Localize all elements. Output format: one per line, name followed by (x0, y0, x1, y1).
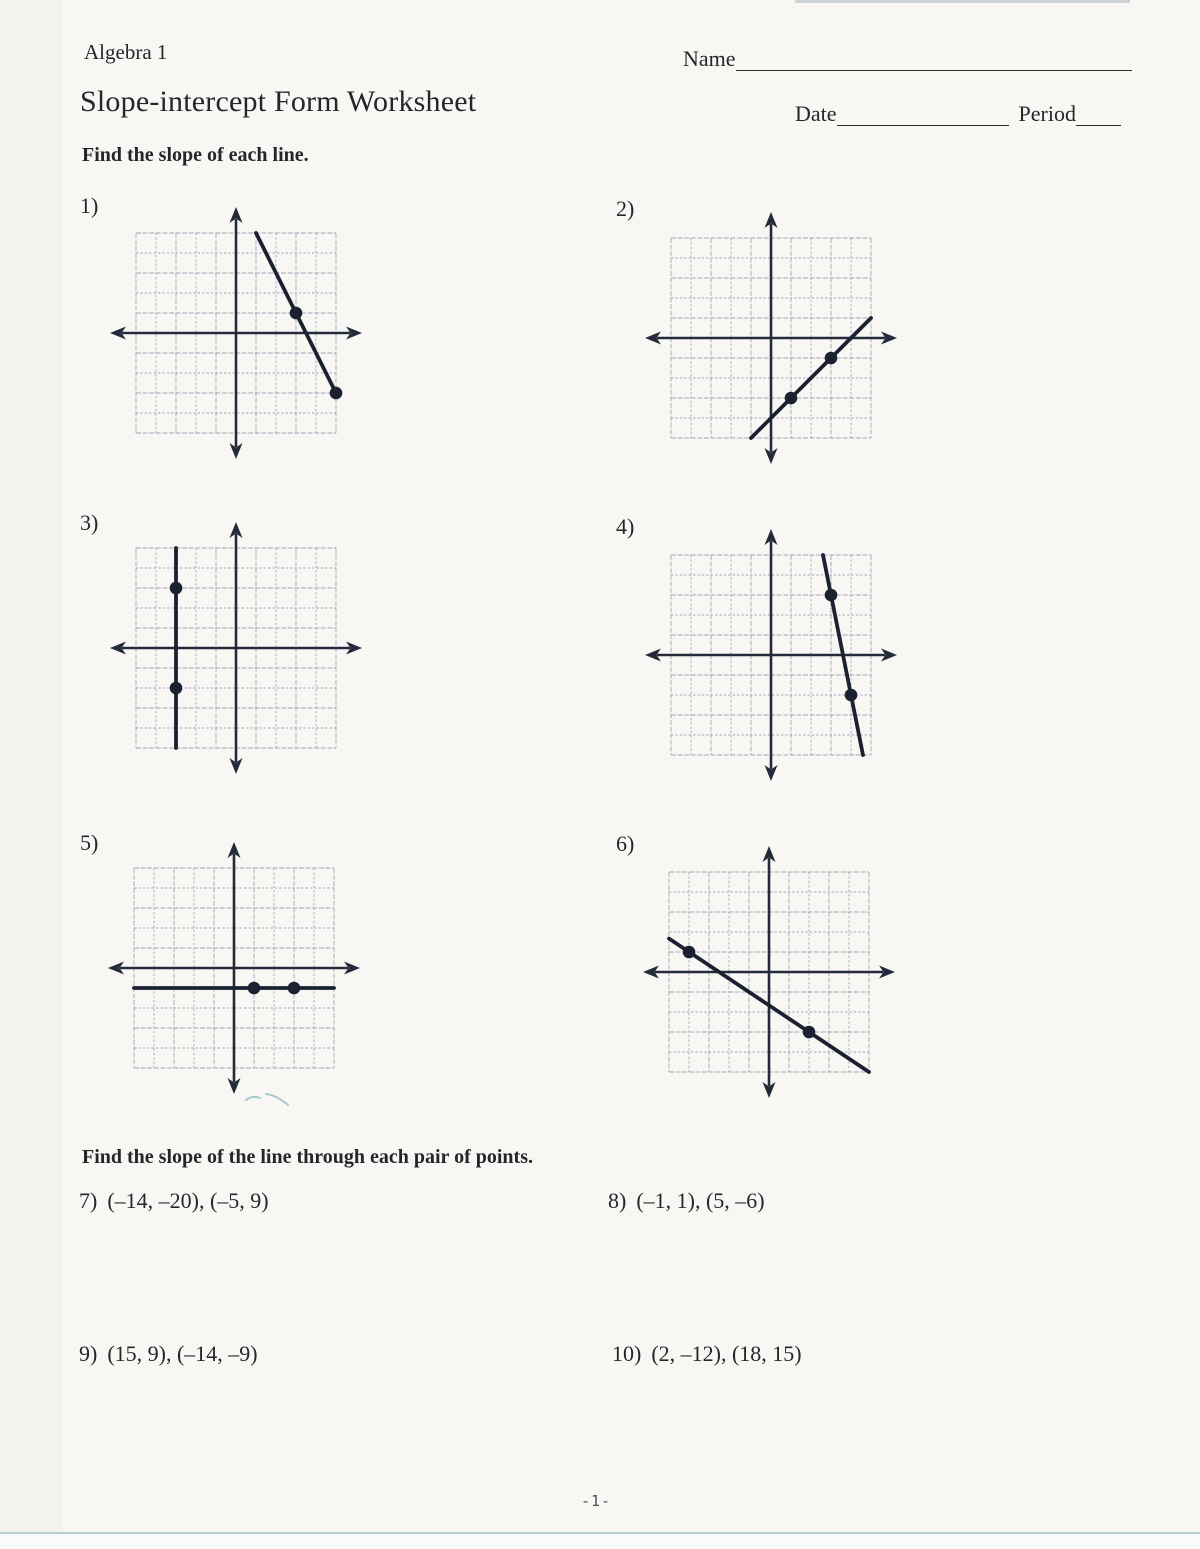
name-blank-line (736, 46, 1132, 71)
scan-top-edge-artifact (795, 0, 1130, 3)
problem-number: 9) (79, 1341, 98, 1366)
pencil-mark (242, 1086, 302, 1112)
problem-points: (15, 9), (–14, –9) (107, 1341, 258, 1366)
graph-5-plot (106, 840, 362, 1096)
section2-heading: Find the slope of the line through each pair of points. (82, 1146, 533, 1168)
coordinate-grid-svg (108, 205, 364, 461)
page-number: -1- (580, 1492, 612, 1510)
problem-number: 10) (612, 1341, 642, 1366)
date-blank-line (837, 101, 1009, 126)
coordinate-grid-svg (641, 844, 897, 1100)
coordinate-grid-svg (643, 210, 899, 466)
graph-1-plot (108, 205, 364, 461)
problem-points: (2, –12), (18, 15) (651, 1341, 802, 1366)
coordinate-grid-svg (106, 840, 362, 1096)
section1-heading: Find the slope of each line. (82, 144, 309, 166)
graph-1-label: 1) (80, 193, 99, 218)
date-label: Date (795, 101, 837, 126)
graph-4-plot (643, 527, 899, 783)
page-title: Slope-intercept Form Worksheet (80, 85, 477, 118)
graph-2-label: 2) (616, 196, 635, 221)
scan-left-edge (0, 0, 62, 1549)
period-label: Period (1018, 101, 1076, 126)
name-label: Name (683, 46, 736, 71)
problem-7 (79, 1188, 269, 1214)
graph-2-plot (643, 210, 899, 466)
coordinate-grid-svg (108, 520, 364, 776)
scan-bottom-margin (0, 1534, 1200, 1549)
graph-3-plot (108, 520, 364, 776)
problem-number: 8) (608, 1188, 627, 1213)
problem-points: (–14, –20), (–5, 9) (107, 1188, 269, 1213)
problem-9 (79, 1341, 258, 1367)
course-label: Algebra 1 (84, 40, 168, 64)
graph-5-label: 5) (80, 830, 99, 855)
problem-8 (608, 1188, 765, 1214)
graph-6-label: 6) (616, 831, 635, 856)
coordinate-grid-svg (643, 527, 899, 783)
problem-number: 7) (79, 1188, 98, 1213)
graph-4-label: 4) (616, 514, 635, 539)
name-field-row (683, 46, 1132, 71)
problem-10 (612, 1341, 802, 1367)
date-period-row (795, 101, 1121, 126)
problem-points: (–1, 1), (5, –6) (636, 1188, 765, 1213)
graph-3-label: 3) (80, 510, 99, 535)
graph-6-plot (641, 844, 897, 1100)
period-blank-line (1076, 101, 1121, 126)
